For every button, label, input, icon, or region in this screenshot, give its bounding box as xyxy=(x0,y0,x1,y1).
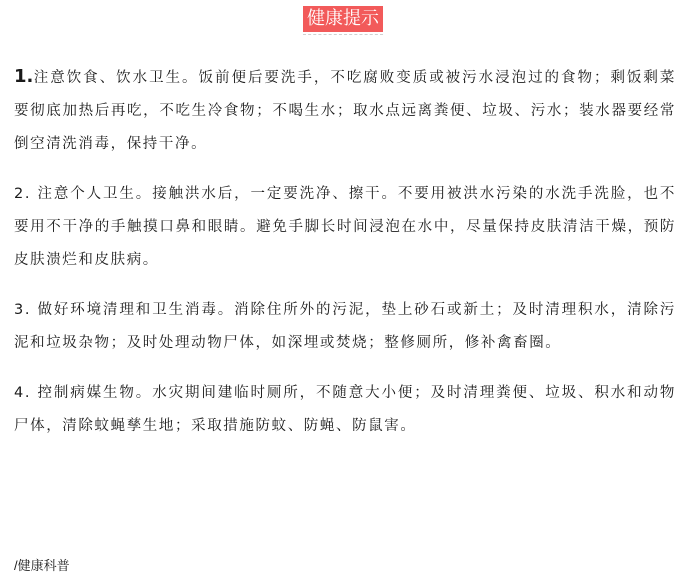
tip-paragraph-2 xyxy=(14,178,676,277)
tip-text: 注意饮食、饮水卫生。饭前便后要洗手，不吃腐败变质或被污水浸泡过的食物；剩饭剩菜要彻底加热后再吃，不吃生冷食物；不喝生水；取水点远离粪便、垃圾、污水；装水器要经常倒空清洗消毒，保持干净。 xyxy=(14,70,676,152)
tip-paragraph-1 xyxy=(14,60,676,161)
tip-paragraph-4 xyxy=(14,377,676,443)
article-body xyxy=(14,60,676,460)
tip-number: 4. xyxy=(14,385,32,401)
tip-text: 做好环境清理和卫生消毒。消除住所外的污泥，垫上砂石或新土；及时清理积水，清除污泥和垃圾杂物；及时处理动物尸体，如深埋或焚烧；整修厕所，修补禽畜圈。 xyxy=(14,302,676,351)
page-title: 健康提示 xyxy=(303,6,383,32)
tip-number: 2. xyxy=(14,186,32,202)
title-area xyxy=(0,6,686,32)
tip-text: 控制病媒生物。水灾期间建临时厕所，不随意大小便；及时清理粪便、垃圾、积水和动物尸体，清除蚊蝇孳生地；采取措施防蚊、防蝇、防鼠害。 xyxy=(14,385,676,434)
tip-text: 注意个人卫生。接触洪水后，一定要洗净、擦干。不要用被洪水污染的水洗手洗脸，也不要用不干净的手触摸口鼻和眼睛。避免手脚长时间浸泡在水中，尽量保持皮肤清洁干燥，预防皮肤溃烂和皮肤病。 xyxy=(14,186,676,268)
tip-number: 1. xyxy=(14,66,34,87)
tip-number: 3. xyxy=(14,302,32,318)
title-divider xyxy=(303,34,383,35)
tip-paragraph-3 xyxy=(14,294,676,360)
source-credit: /健康科普 xyxy=(14,558,70,573)
